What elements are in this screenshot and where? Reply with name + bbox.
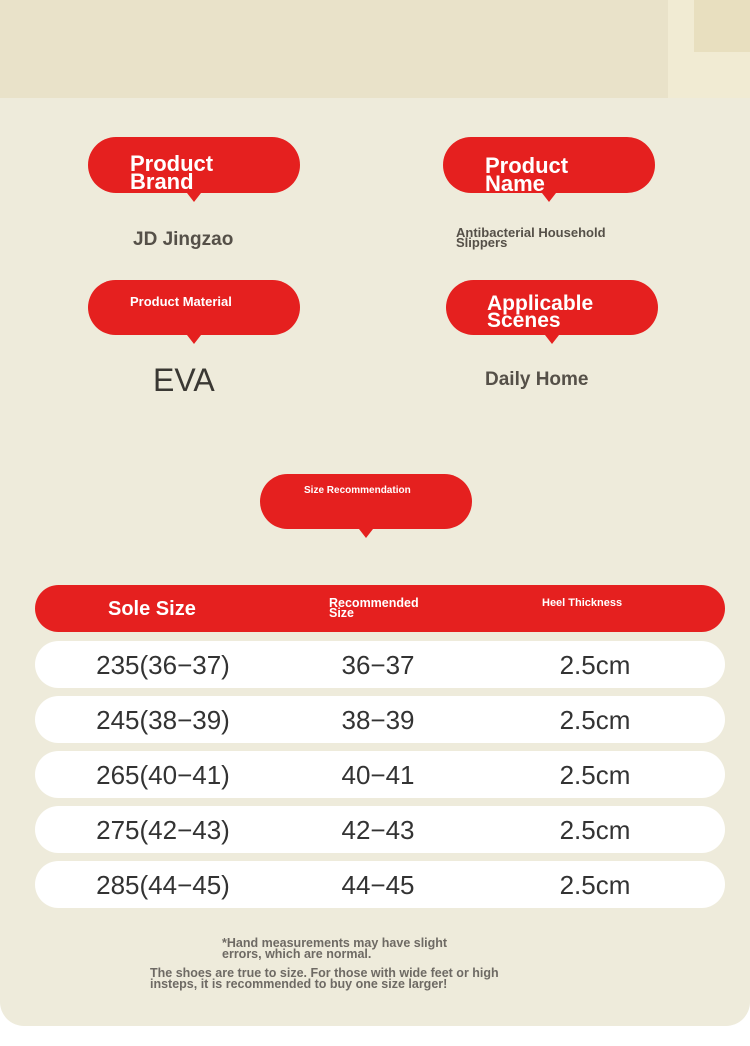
recommended-size-cell: 42−43: [341, 815, 415, 845]
product-brand-label-text: Product Brand: [130, 151, 214, 195]
applicable-scenes-value: Daily Home: [485, 369, 589, 390]
table-row: [35, 696, 725, 743]
header-sole-size: Sole Size: [108, 598, 196, 620]
recommended-size-cell: 40−41: [341, 760, 415, 790]
heel-thickness-cell: 2.5cm: [559, 705, 631, 735]
measurement-note: *Hand measurements may have slight errors, which are normal.: [222, 936, 448, 961]
product-name-label-text: Product Name: [485, 153, 569, 197]
heel-thickness-cell: 2.5cm: [559, 815, 631, 845]
header-recommended-size: Recommended Size: [329, 596, 419, 620]
top-banner: [0, 0, 668, 98]
table-row: [35, 861, 725, 908]
sole-size-cell: 275(42−43): [96, 815, 230, 845]
heel-thickness-cell: 2.5cm: [559, 760, 631, 790]
product-name-value: Antibacterial Household Slippers: [456, 225, 606, 250]
recommended-size-cell: 44−45: [341, 870, 415, 900]
product-material-value: EVA: [153, 362, 215, 398]
size-table-header: [35, 585, 725, 632]
product-name-label: [443, 137, 655, 197]
product-brand-value: JD Jingzao: [133, 229, 234, 250]
size-recommendation-label-text: Size Recommendation: [304, 485, 411, 496]
applicable-scenes-label-text: Applicable Scenes: [487, 292, 594, 333]
sole-size-cell: 285(44−45): [96, 870, 230, 900]
applicable-scenes-label: [446, 280, 658, 335]
table-row: [35, 751, 725, 798]
heel-thickness-cell: 2.5cm: [559, 870, 631, 900]
recommended-size-cell: 36−37: [341, 650, 415, 680]
sizing-advice-note: The shoes are true to size. For those with wide feet or high insteps, it is recommended to buy one size larger!: [150, 966, 499, 991]
size-recommendation-label: [260, 474, 472, 529]
recommended-size-cell: 38−39: [341, 705, 415, 735]
table-row: [35, 806, 725, 853]
sole-size-cell: 265(40−41): [96, 760, 230, 790]
top-banner-corner: [668, 0, 750, 98]
heel-thickness-cell: 2.5cm: [559, 650, 631, 680]
product-brand-label: [88, 137, 300, 193]
product-material-label-text: Product Material: [130, 294, 232, 309]
table-row: [35, 641, 725, 688]
header-heel-thickness: Heel Thickness: [542, 597, 623, 609]
sole-size-cell: 245(38−39): [96, 705, 230, 735]
product-material-label: [88, 280, 300, 335]
sole-size-cell: 235(36−37): [96, 650, 230, 680]
